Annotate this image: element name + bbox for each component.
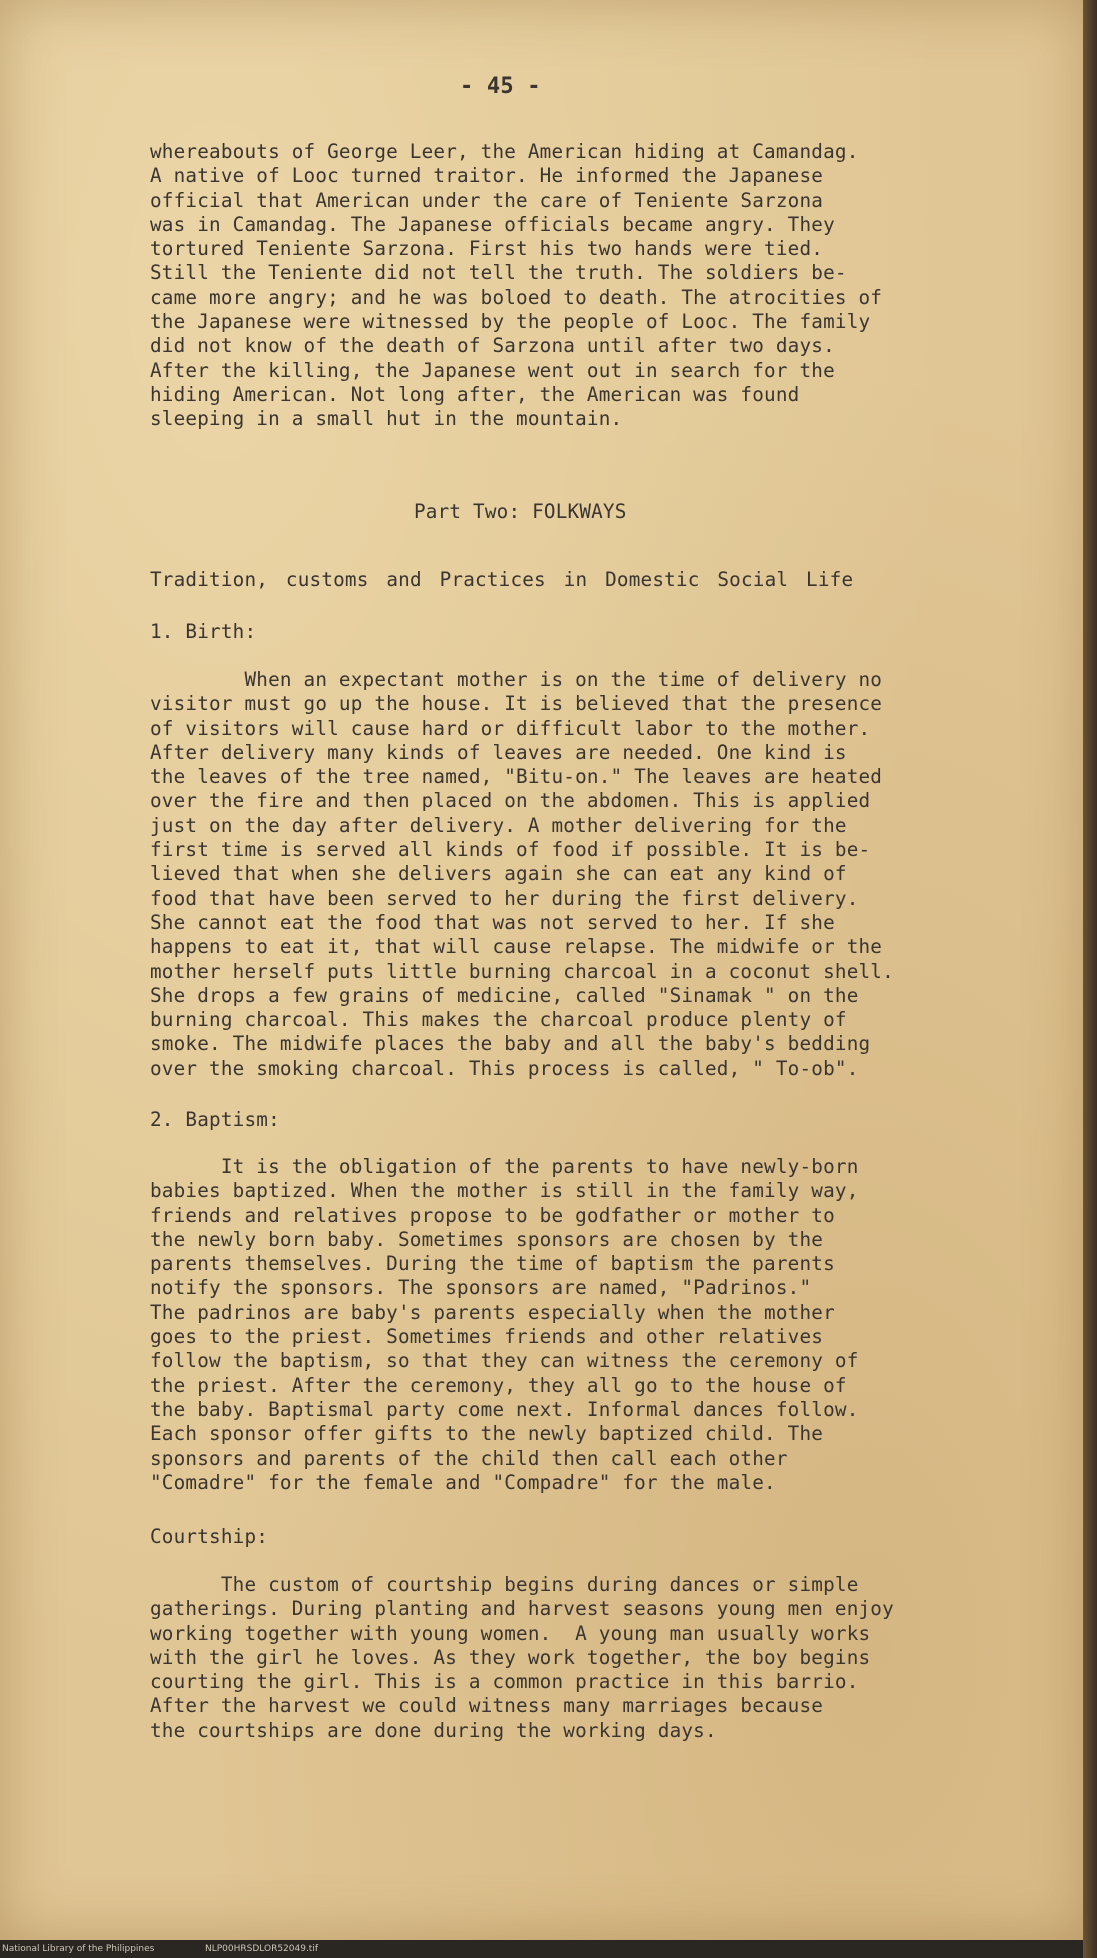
page-edge: [1083, 0, 1097, 1958]
footer-library: National Library of the Philippines: [2, 1944, 155, 1954]
courtship-paragraph: The custom of courtship begins during dances or simple gatherings. During planting and harvest seasons young men enjoy working together with young women. A young man usually works with the girl he loves. As they work together, the boy begins courting the girl. This is a common practice in this barrio. After the harvest we could witness many marriages because the courtships are done during the working days.: [150, 1573, 894, 1742]
baptism-paragraph: It is the obligation of the parents to have newly-born babies baptized. When the mother is still in the family way, friends and relatives propose to be godfather or mother to the newly born baby. Sometimes sponsors are chosen by the parents themselves. During the time of baptism the parents notify the sponsors. The sponsors are named, "Padrinos." The padrinos are baby's parents especially when the mother goes to the priest. Sometimes friends and other relatives follow the baptism, so that they can witness the ceremony of the priest. After the ceremony, they all go to the house of the baby. Baptismal party come next. Informal dances follow. Each sponsor offer gifts to the newly baptized child. The sponsors and parents of the child then call each other "Comadre" for the female and "Compadre" for the male.: [150, 1155, 859, 1494]
page-number: - 45 -: [460, 74, 541, 99]
baptism-heading: 2. Baptism:: [150, 1108, 280, 1131]
part-two-heading: Part Two: FOLKWAYS: [414, 500, 627, 523]
courtship-heading: Courtship:: [150, 1525, 269, 1548]
paragraph-george-leer: whereabouts of George Leer, the American hiding at Camandag. A native of Looc turned traitor. He informed the Japanese official that American under the care of Teniente Sarzona was in Camandag. The Japanese officials became angry. They tortured Teniente Sarzona. First his two hands were tied. Still the Teniente did not tell the truth. The soldiers be- came more angry; and he was boloed to death. The atrocities of the Japanese were witnessed by the people of Looc. The family did not know of the death of Sarzona until after two days. After the killing, the Japanese went out in search for the hiding American. Not long after, the American was found sleeping in a small hut in the mountain.: [150, 140, 883, 431]
birth-paragraph: When an expectant mother is on the time of delivery no visitor must go up the house. It is believed that the presence of visitors will cause hard or difficult labor to the mother. After delivery many kinds of leaves are needed. One kind is the leaves of the tree named, "Bitu-on." The leaves are heated over the fire and then placed on the abdomen. This is applied just on the day after delivery. A mother delivering for the first time is served all kinds of food if possible. It is be- lieved that when she delivers again she can eat any kind of food that have been served to her during the first delivery. She cannot eat the food that was not served to her. If she happens to eat it, that will cause relapse. The midwife or the mother herself puts little burning charcoal in a coconut shell. She drops a few grains of medicine, called "Sinamak " on the burning charcoal. This makes the charcoal produce plenty of smoke. The midwife places the baby and all the baby's bedding over the smoking charcoal. This process is called, " To-ob".: [150, 668, 894, 1080]
tradition-heading: Tradition, customs and Practices in Domestic Social Life: [150, 568, 854, 591]
footer-filename: NLP00HRSDLOR52049.tif: [205, 1944, 319, 1954]
birth-heading: 1. Birth:: [150, 620, 257, 643]
